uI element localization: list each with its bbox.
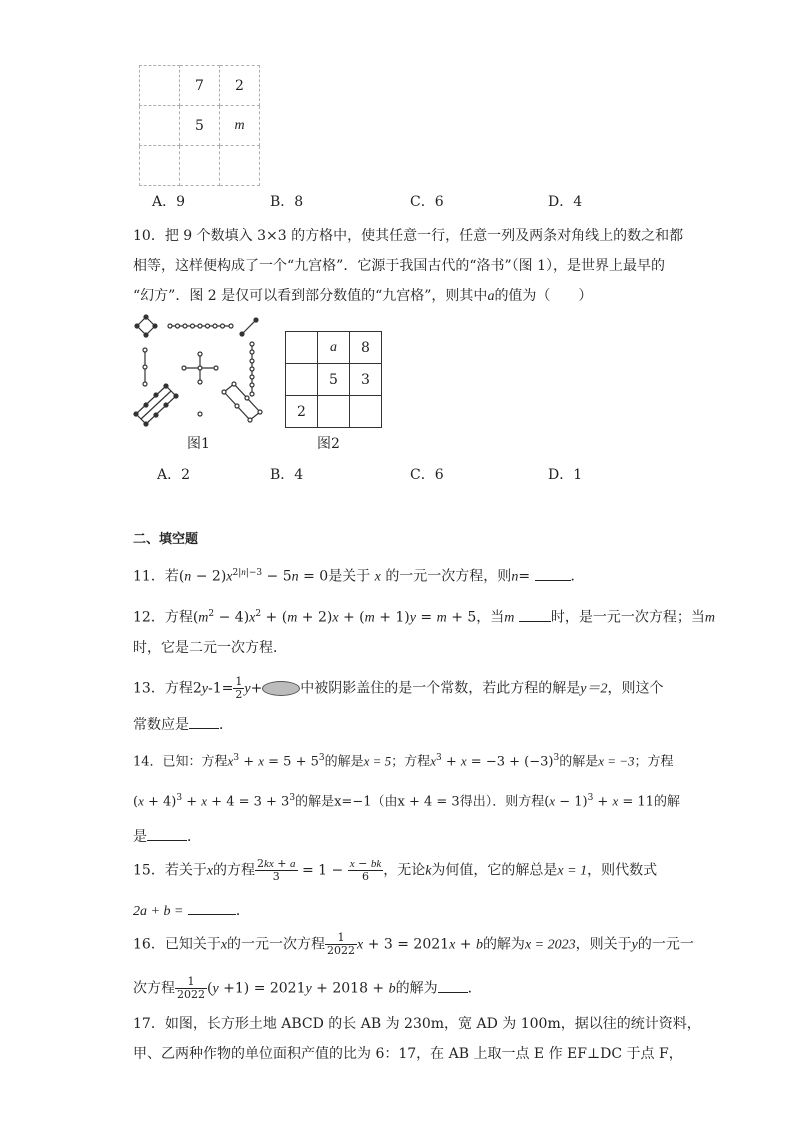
q13-answer-blank[interactable] <box>189 714 219 729</box>
q10-cell <box>286 364 318 396</box>
q14-l2e: 的解 <box>653 794 680 810</box>
q10-cell: a <box>318 332 350 364</box>
q15-sol: x = 1 <box>557 863 588 879</box>
q13-end: ． <box>219 717 233 733</box>
q10-option-d[interactable]: D．1 <box>548 467 583 483</box>
q14-l1a: 14．已知：方程 <box>133 754 228 770</box>
q11-var: x <box>374 569 381 585</box>
q9-cell: m <box>220 106 260 146</box>
q9-cell: 5 <box>180 106 220 146</box>
q9-cell <box>180 146 220 186</box>
q16-pre: 16．已知关于 <box>133 936 221 953</box>
luoshu-figure <box>128 314 268 432</box>
q14-sol1: x = 5 <box>363 753 392 769</box>
q16-frac-1: $\frac{1}{2022}$ <box>327 931 356 957</box>
q12-m: m <box>504 610 515 626</box>
q14-l2d: 得出）．则方程 <box>459 794 545 810</box>
q15-frac-right: $\frac{x - bk}{6}$ <box>349 857 382 883</box>
q10-cell <box>286 332 318 364</box>
q10-text-line2: 相等，这样便构成了一个“九宫格”．它源于我国古代的“洛书”（图 1），是世界上最早的 <box>133 258 665 274</box>
q16-line1: 16．已知关于x的一元一次方程 $\frac{1}{2022}$ x + 3 = 2021x + b的解为x = 2023，则关于y的一元一 <box>133 931 694 957</box>
q10-cell <box>350 396 382 428</box>
q9-option-b[interactable]: B．8 <box>270 194 304 210</box>
q12-pre: 12．方程 <box>133 609 193 626</box>
q17-line2: 甲、乙两种作物的单位面积产值的比为 6：17，在 AB 上取一点 E 作 EF⊥DC 于点 F， <box>133 1046 683 1062</box>
q14-l2b: x=−1（由 <box>334 794 398 810</box>
q15-mid: 的方程 <box>213 862 256 879</box>
q16-line2-pre: 次方程 <box>133 980 175 997</box>
q13-shaded-blob <box>262 681 300 696</box>
q14-l2c: x + 4 = 3 <box>397 794 460 810</box>
q15-frac-left: $\frac{2kx + a}{3}$ <box>257 857 296 883</box>
q16-line2: 次方程 $\frac{1}{2022}$ (y +1) = 2021y + 2018 + b的解为 ． <box>133 975 482 1001</box>
q15-var: x <box>206 863 214 879</box>
q16-end: ． <box>467 980 482 997</box>
q9-cell: 2 <box>220 66 260 106</box>
q13-line2-text: 常数应是 <box>133 717 189 733</box>
section-title: 二、填空题 <box>133 532 199 547</box>
q16-frac-2: $\frac{1}{2022}$ <box>177 975 205 1001</box>
q11-pre: 11．若 <box>133 568 179 585</box>
q9-grid <box>139 65 260 186</box>
q11-post: 的一元一次方程，则 <box>385 568 512 585</box>
q15-line2-expr: 2a + b = <box>133 904 184 919</box>
q15-post: ，无论 <box>383 862 426 879</box>
q10-cell: 2 <box>286 396 318 428</box>
q16-mid: 的一元一次方程 <box>227 936 326 953</box>
q16-post: 的解为 <box>482 936 525 953</box>
q10-line3-pre: “幻方”．图 2 是仅可以看到部分数值的“九宫格”，则其中 <box>133 288 488 304</box>
q14-line2: $(x + 4)^3 + x + 4 = 3 + 3^3$的解是x=−1（由x + 4 = 3得出）．则方程$(x - 1)^3 + x = 11$的解 <box>133 793 680 810</box>
q10-grid <box>285 331 382 428</box>
q10-cell: 8 <box>350 332 382 364</box>
q14-l2a: 的解是 <box>295 794 335 810</box>
q11-answer-blank[interactable] <box>535 566 571 581</box>
q9-option-a[interactable]: A．9 <box>152 194 186 210</box>
q10-cell: 5 <box>318 364 350 396</box>
q11-n: n <box>511 569 519 585</box>
fig1-label: 图1 <box>187 436 210 452</box>
q10-text-line3 <box>133 286 592 307</box>
q16-answer-blank[interactable] <box>438 978 468 993</box>
q9-cell <box>140 106 180 146</box>
q14-l1c: ；方程 <box>391 754 431 770</box>
q13-post: ，则这个 <box>607 680 664 697</box>
q12-blank-1[interactable] <box>519 607 551 622</box>
q12-line2: 时，它是二元一次方程． <box>133 640 287 656</box>
q13-fraction: $\frac{1}{2}$ <box>235 675 243 701</box>
q14-sol2: x = −3 <box>598 753 635 769</box>
q9-cell: 7 <box>180 66 220 106</box>
q15-answer-blank[interactable] <box>188 900 236 915</box>
q9-cell <box>140 66 180 106</box>
q15-line1: 15．若关于x的方程 $\frac{2kx + a}{3}$ = 1 − $\frac{x - bk}{6}$ ，无论k为何值，它的解总是x = 1，则代数式 <box>133 857 658 883</box>
q14-l1e: ；方程 <box>634 754 674 770</box>
q10-option-c[interactable]: C．6 <box>410 467 444 483</box>
q16-var2: y <box>631 937 638 953</box>
q10-cell: 3 <box>350 364 382 396</box>
q9-cell <box>220 146 260 186</box>
q16-post3: 的一元一 <box>637 936 694 953</box>
q16-sol: x = 2023 <box>524 937 576 953</box>
q11-end: ． <box>570 568 585 585</box>
q14-line1: 14．已知：方程$x^3 + x = 5 + 5^3$的解是x = 5；方程$x^3 + x = -3 + (-3)^3$的解是x = −3；方程 <box>133 753 674 770</box>
q15-post2: 为何值，它的解总是 <box>431 862 558 879</box>
q13-line1: 13．方程2y-1= $\frac{1}{2}$ y+ 中被阴影盖住的是一个常数，若此方程的解是y＝2，则这个 <box>133 675 664 701</box>
q13-line2 <box>133 714 233 735</box>
q9-option-d[interactable]: D．4 <box>548 194 583 210</box>
q16-post4: 的解为 <box>395 980 438 997</box>
q15-pre: 15．若关于 <box>133 862 207 879</box>
q13-sol: y＝2 <box>580 681 608 697</box>
q14-end: ． <box>187 829 201 845</box>
q14-line3 <box>133 826 201 847</box>
q14-l1d: 的解是 <box>559 754 599 770</box>
q12-mid1: ，当 <box>476 609 505 626</box>
q17-line1: 17．如图，长方形土地 ABCD 的长 AB 为 230m，宽 AD 为 100m，据以往的统计资料， <box>133 1016 701 1032</box>
q10-line3-post: 的值为（ ） <box>494 288 593 304</box>
q12-mid2: 时，是一元一次方程；当 <box>550 609 705 626</box>
q15-line2 <box>133 900 250 922</box>
q10-var-a: a <box>487 289 495 304</box>
q15-post3: ，则代数式 <box>587 862 658 879</box>
q9-option-c[interactable]: C．6 <box>410 194 444 210</box>
q12-line1: 12．方程$(m^2 - 4)x^2 + (m + 2)x + (m + 1)y = m + 5$，当m 时，是一元一次方程；当m <box>133 604 715 629</box>
q16-post2: ，则关于 <box>575 936 632 953</box>
q13-mid: 中被阴影盖住的是一个常数，若此方程的解是 <box>300 680 581 697</box>
q15-k: k <box>425 863 432 879</box>
q9-cell <box>140 146 180 186</box>
q14-l1b: 的解是 <box>324 754 364 770</box>
q14-l3: 是 <box>133 829 147 845</box>
q11-line: 11．若$(n - 2)x^{2|n|-3} - 5n = 0$是关于 x 的一元一次方程，则n= ． <box>133 567 585 585</box>
q12-m2: m <box>704 610 715 626</box>
q10-text-line1: 10．把 9 个数填入 3×3 的方格中，使其任意一行，任意一列及两条对角线上的数之和都 <box>133 228 684 244</box>
fig2-label: 图2 <box>317 436 340 452</box>
q11-mid: 是关于 <box>328 568 371 585</box>
q10-option-a[interactable]: A．2 <box>157 467 191 483</box>
q11-eq: = <box>518 568 531 585</box>
q13-pre: 13．方程 <box>133 680 193 697</box>
q16-var: x <box>220 937 228 953</box>
q10-option-b[interactable]: B．4 <box>270 467 304 483</box>
q15-end: ． <box>235 903 250 919</box>
q10-cell <box>318 396 350 428</box>
q14-answer-blank[interactable] <box>147 826 187 841</box>
